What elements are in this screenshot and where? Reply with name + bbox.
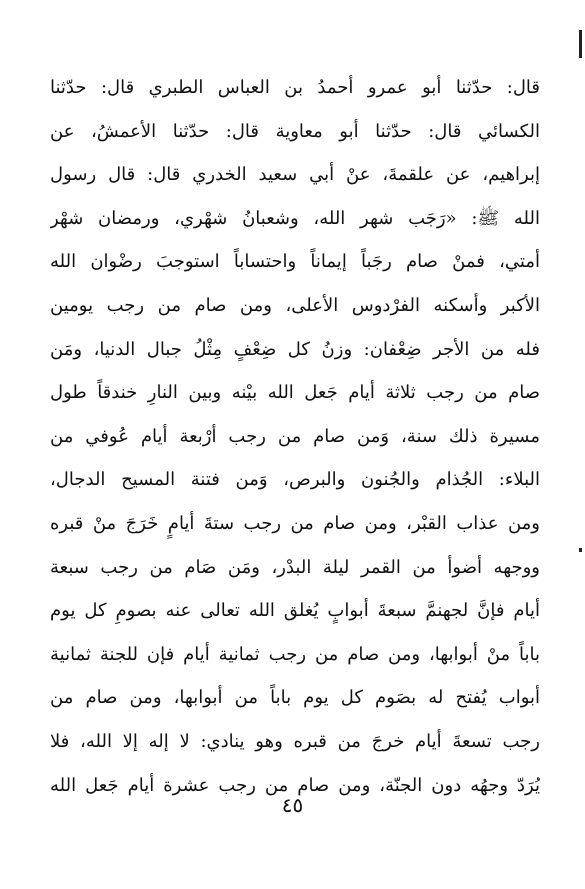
text-line: أمتي، فمنْ صام رجَباً إيماناً واحتساباً استوجبَ رضْوان الله (50, 251, 540, 273)
text-line: ومن عذاب القبْر، ومن صام من رجب ستةَ أيامٍ خَرَجَ منْ قبره (50, 512, 540, 534)
page-edge-mark (579, 30, 582, 58)
text-line: رجب تسعةَ أيام خرجَ من قبره وهو ينادي: لا إله إلا الله، فلا (50, 730, 540, 752)
text-line: قال: حدّثنا أبو عمرو أحمدُ بن العباس الطبري قال: حدّثنا (50, 77, 540, 98)
text-line: صام من رجب ثلاثة أيام جَعل الله بيْنه وبين النارِ خندقاً طول (50, 382, 540, 404)
text-line: فله من الأجر ضِعْفان: وزنُ كل ضِعْفٍ مِثْلُ جبال الدنيا، ومَن (50, 338, 540, 360)
text-line: باباً منْ أبوابها، ومن صام من رجب ثمانية أيام فإن للجنة ثمانية (50, 643, 540, 665)
page-number: ٤٥ (281, 793, 304, 817)
text-line: الأكبر وأسكنه الفرْدوس الأعلى، ومن صام من رجب يومين (50, 294, 540, 316)
text-line: أيام فإنَّ لجهنمَّ سبعةَ أبوابٍ يُغلق الله تعالى عنه بصومِ كل يوم (50, 600, 540, 622)
body-text (50, 66, 540, 807)
text-line: البلاء: الجُذام والجُنون والبرص، وَمن فتنة المسيح الدجال، (50, 469, 540, 491)
text-line: ووجهه أضوأ من القمر ليلة البدْر، ومَن صَام من رجب سبعة (50, 556, 540, 578)
text-line: يُرَدّ وجهُه دون الجنّة، ومن صام من رجب عشرة أيام جَعل الله (50, 774, 540, 796)
page-edge-mark (579, 548, 582, 552)
text-line: الكسائي قال: حدّثنا أبو معاوية قال: حدّثنا الأعمشُ، عن (50, 120, 540, 142)
text-line: أبواب يُفتح له بصَوم كل يوم باباً من أبوابها، ومن صام من (50, 687, 540, 709)
text-line: إبراهيم، عن علقمةَ، عنْ أبي سعيد الخدري قال: قال رسول (50, 164, 540, 186)
text-line: الله ﷺ: «رَجَب شهر الله، وشعبانُ شهْري، ورمضان شهْر (50, 207, 540, 229)
text-line: مسيرة ذلك سنة، وَمن صام من رجب أرْبعة أيام عُوفي من (50, 425, 540, 447)
